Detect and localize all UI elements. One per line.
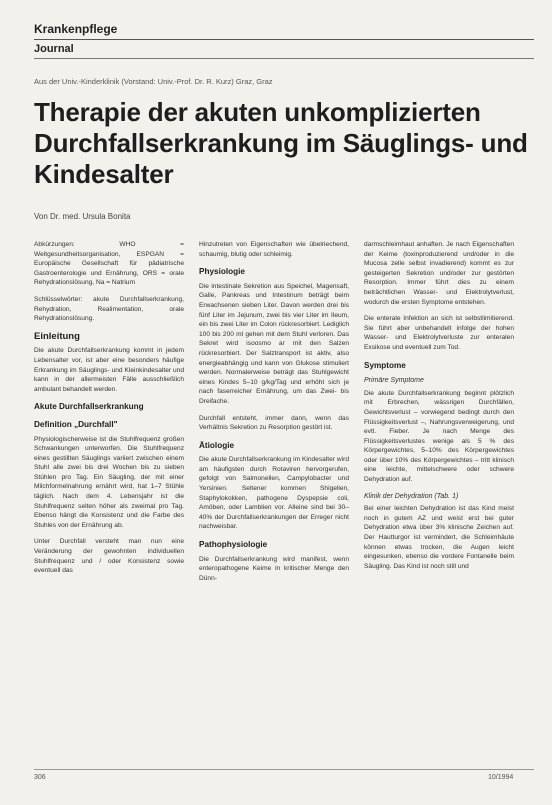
subheading-primary-symptoms: Primäre Symptome <box>364 377 424 385</box>
diarrhea-paragraph: Unter Durchfall versteht man nun eine Veränderung der gewohnten individuellen Stuhlfrequenz und / oder Konsistenz sowie eventuell das <box>34 538 184 575</box>
diarrhea-definition-paragraph: Durchfall entsteht, immer dann, wenn das Verhältnis Sekretion zu Resorption gestört ist. <box>199 414 349 432</box>
physiology-paragraph: Die intestinale Sekretion aus Speichel, Magensaft, Galle, Pankreas und Intestinum beträgt beim Erwachsenen sieben Liter. Davon werden drei bis fünf Liter im Jejunum, zwei bis vier Liter im Ileum, ein bis zwei Liter im Colon rückresorbiert. Lediglich 100 bis 200 ml gehen mit dem Stuhl verloren. Das Sekret wird isoosmo ar mit den Salzen rückresorbiert. Der Salztransport ist aktiv, also energieabhängig und kann von Glukose stimuliert werden. Normalerweise beträgt das Stuhlgewicht eines Kindes 5–10 g/kg/Tag und erhöht sich je nach faserreicher Ernährung, um das Zwei- bis Dreifache. <box>199 282 349 405</box>
text-column-2 <box>199 240 349 590</box>
abbreviations-paragraph: Abkürzungen: WHO = Weltgesundheitsorganisation, ESPGAN = Europäische Gesellschaft für pädiatrische Gastroenterologie und Ernährung, ORS = orale Rehydrationslösung, Na = Natrium <box>34 241 184 287</box>
text-column-1 <box>34 240 184 583</box>
section-heading-etiology: Ätiologie <box>199 440 235 450</box>
continued-paragraph: darmschleimhaut anhaften. Je nach Eigenschaften der Keime (toxinproduzierend und/oder in die Mucosa zelle selbst invadierend) kommt es zur gesteigerten Sekretion und/oder zur gestörten Resorption. Immer führt dies zu einem beträchtlichen Wasser- und Elektrolytverlust, wodurch die ersten Symptome entstehen. <box>364 241 514 306</box>
pathophysiology-paragraph: Die Durchfallserkrankung wird manifest, wenn enteropathogene Keime in kritischer Menge den Dünn- <box>199 555 349 582</box>
header-divider <box>34 39 534 40</box>
header-divider-secondary <box>34 58 534 59</box>
dehydration-paragraph: Bei einer leichten Dehydration ist das Kind meist noch in gutem AZ und weist erst bei guter Dehydration etwa über 3% klinische Zeichen auf. Der Hautturgor ist vermindert, die Schleimhäute können etwas trocken, die Augen leicht eingesunken, ebenso die vordere Fontanelle beim Säugling. Das Kind ist noch still und <box>364 505 514 570</box>
enteral-infection-paragraph: Die enterale Infektion an sich ist selbstlimitierend. Sie führt aber unbehandelt infolge der hohen Wasser- und Elektrolytverluste zur enteralen Exsikose und eventuell zum Tod. <box>364 315 514 351</box>
article-author: Von Dr. med. Ursula Bonita <box>34 212 131 221</box>
subheading-dehydration-clinic: Klinik der Dehydration (Tab. 1) <box>364 492 459 500</box>
issue-number: 10/1994 <box>488 774 514 781</box>
journal-section-title: Krankenpflege <box>34 22 118 36</box>
introduction-paragraph: Die akute Durchfallserkrankung kommt in jedem Lebensalter vor, ist aber eine besonders häufige Erkrankung im Säuglings- und Kleinkindesalter und kann in der allermeisten Fälle ausschließlich ambulant behandelt werden. <box>34 347 184 393</box>
continued-paragraph: Hinzutreten von Eigenschaften wie übelriechend, schaumig, blutig oder schleimig. <box>199 241 349 258</box>
journal-subsection-title: Journal <box>34 43 74 55</box>
etiology-paragraph: Die akute Durchfallserkrankung im Kindesalter wird am häufigsten durch Rotaviren hervorgerufen, gefolgt von Salmonellen, Campylobacter und Yersinien. Seltener kommen Shigellen, Staphylokokken, pathogene Dyspepsie coli, Amöben, oder Lamblien vor. Alleine sind bei 30–40% der Durchfallserkrankungen der Erreger nicht nachweisbar. <box>199 456 349 531</box>
footer-divider <box>34 769 534 770</box>
institution-line: Aus der Univ.-Kinderklinik (Vorstand: Univ.-Prof. Dr. R. Kurz) Graz, Graz <box>34 77 273 86</box>
page-number: 306 <box>34 774 46 781</box>
keywords-paragraph: Schlüsselwörter: akute Durchfallserkrankung, Rehydration, Realimentation, orale Rehydrationslösung. <box>34 295 184 323</box>
definition-paragraph: Physiologischerweise ist die Stuhlfrequenz großen Schwankungen unterworfen. Die Stuhlfrequenz eines gestillten Säuglings variiert zwischen einem Stuhl alle zwei bis drei Wochen bis zu sieben Stühlen pro Tag. Ein Säugling, der mit einer Milchformelnahrung ernährt wird, hat 1–7 Stühle täglich. Nach dem 4. Lebensjahr ist die Stuhlfrequenz selten höher als zweimal pro Tag. Ebenso hängt die Konsistenz und die Farbe des Stuhles von der Ernährung ab. <box>34 435 184 529</box>
subheading-definition: Definition „Durchfall" <box>34 419 118 429</box>
section-heading-introduction: Einleitung <box>34 330 80 342</box>
section-heading-physiology: Physiologie <box>199 267 245 277</box>
text-column-3 <box>364 240 514 578</box>
section-heading-pathophysiology: Pathophysiologie <box>199 540 268 550</box>
primary-symptoms-paragraph: Die akute Durchfallserkrankung beginnt plötzlich mit Erbrechen, wässrigen Durchfällen, Gewichtsverlust – vorwiegend bedingt durch den Flüssigkeitsverlust –, Nahrungsverweigerung, und evtl. Fieber. Je nach Menge des Flüssigkeitsverlustes wenige als 5 % des Körpergewichtes, 5–10% des Körpergewichtes oder über 10% des Körpergewichtes – tritt klinisch eine leichte, mittelschwere oder schwere Dehydration auf. <box>364 389 514 484</box>
article-title: Therapie der akuten unkomplizierten Durchfallserkrankung im Säuglings- und Kindesalter <box>34 97 528 189</box>
section-heading-acute-diarrhea: Akute Durchfallserkrankung <box>34 402 144 412</box>
section-heading-symptoms: Symptome <box>364 360 406 370</box>
